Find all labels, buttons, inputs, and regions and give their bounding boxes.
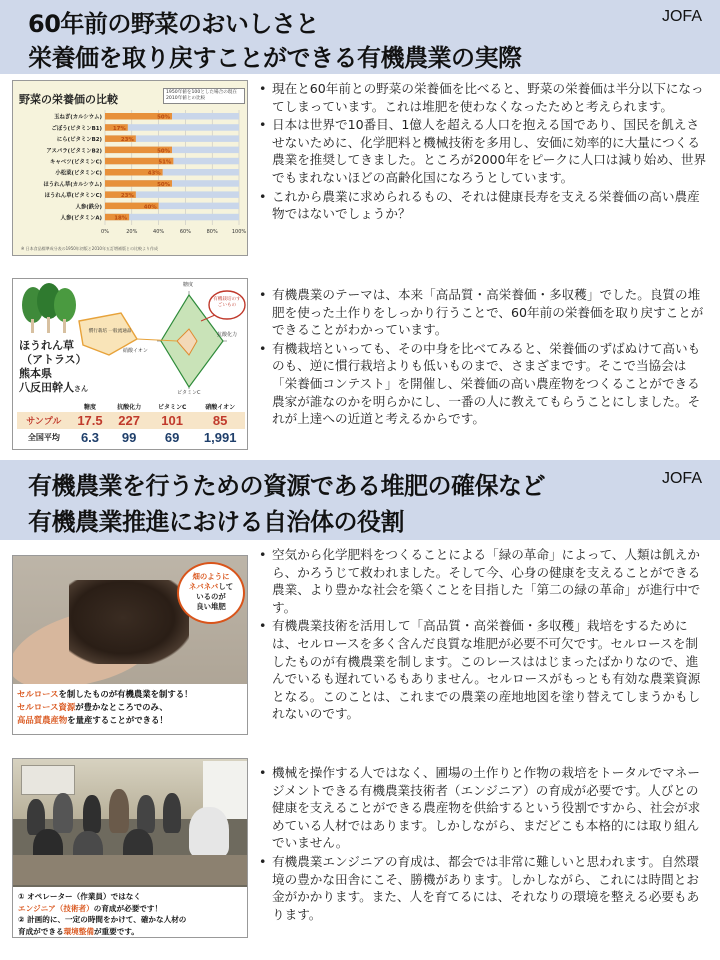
- bullet-item: • 機械を操作する人ではなく、圃場の土作りと作物の栽培をトータルでマネージメントできる有機農業技術者（エンジニア）の育成が必要です。人びとの健康を支えることができる農産物を供給するという役割ですから、社会が求めている人材ではあります。しかしながら、まだどこも本格的には取り組んでいません。: [258, 764, 710, 852]
- x-tick-label: 100%: [231, 229, 247, 235]
- radar-label: 抗酸化力: [217, 332, 238, 338]
- category-label: 人参(ビタミンA): [60, 215, 102, 222]
- section2-title-line2: 有機農業推進における自治体の役割: [28, 508, 404, 536]
- table-cell: 69: [149, 429, 195, 446]
- radar-label: ビタミンC: [177, 390, 201, 396]
- photo-caption: セルロースを制したものが有機農業を制する！ セルロース資源が豊かなところでのみ、 高品質農産物を量産することができる！: [13, 684, 248, 735]
- table-cell: 6.3: [71, 429, 110, 446]
- bullet-item: • 空気から化学肥料をつくることによる「緑の革命」によって、人類は飢えから、かろうじて救われました。そして今、心身の健康を支えることができる農業、より豊かな社会を築くことを目指した「第二の緑の革命」が進行中です。: [258, 546, 710, 616]
- value-label: 43%: [147, 170, 161, 177]
- x-tick-label: 20%: [126, 229, 138, 235]
- table-cell: 101: [149, 412, 195, 429]
- bullet-item: • 有機農業のテーマは、本来「高品質・高栄養価・多収穫」でした。良質の堆肥を使った土作りをしっかり行うことで、60年前の栄養価を取り戻すことができることがわかっています。: [258, 286, 710, 339]
- section1-org-label: JOFA: [661, 8, 702, 25]
- value-label: 17%: [112, 125, 126, 132]
- chart-plot: [13, 81, 249, 257]
- x-tick-label: 40%: [153, 229, 165, 235]
- compost-image: [69, 580, 189, 664]
- bullet-item: • 有機栽培といっても、その中身を比べてみると、栄養価のずばぬけて高いものも、逆に慣行栽培よりも低いものまで、さまざまです。そこで当協会は「栄養価コンテスト」を開催し、栄養価の高い農産物をつくることができる農家が誰なのかを明らかにし、一番の人に教えてもらうことにしました。それが上達への近道と考えるからです。: [258, 340, 710, 428]
- section2-header: [0, 460, 720, 540]
- x-tick-label: 80%: [206, 229, 218, 235]
- value-label: 50%: [157, 148, 170, 155]
- table-cell: 85: [195, 412, 245, 429]
- x-tick-label: 60%: [179, 229, 191, 235]
- table-header: ビタミンC: [157, 404, 187, 411]
- chart-title: 野菜の栄養価の比較: [19, 93, 118, 106]
- table-cell: 227: [109, 412, 149, 429]
- section2-title-line1: 有機農業を行うための資源である堆肥の確保など: [28, 472, 545, 500]
- table-row: [17, 412, 245, 429]
- spinach-image: [17, 283, 81, 335]
- veg-variety: （アトラス）: [21, 353, 87, 366]
- table-header: 硝酸イオン: [205, 404, 236, 411]
- section1-title-line2: 栄養価を取り戻すことができる有機農業の実際: [28, 44, 522, 72]
- x-tick-label: 0%: [101, 229, 109, 235]
- row-label: 全国平均: [17, 429, 71, 446]
- value-label: 23%: [120, 193, 134, 200]
- category-label: ほうれん草(ビタミンC): [44, 193, 102, 200]
- category-label: アスパラ(ビタミンB2): [46, 148, 102, 155]
- section1-title-line1: 60年前の野菜のおいしさと: [28, 10, 319, 38]
- table-header: [17, 401, 71, 412]
- bullet-item: • 日本は世界で10番目、1億人を超える人口を抱える国であり、国民を飢えさせないために、化学肥料と機械技術を多用し、安価に効率的に大量につくる農業を推奨してきました。ところが2000年をピークに人口は減り始め、世界でもまれないほどの高齢化国になろうとしています。: [258, 116, 710, 186]
- value-label: 51%: [158, 159, 172, 166]
- category-label: 玉ねぎ(カルシウム): [54, 114, 102, 121]
- speech-bubble-text: 畑のように ネバネバして いるのが 良い堆肥: [188, 572, 234, 611]
- radar-label: 硝酸イオン: [123, 348, 148, 354]
- table-cell: 1,991: [195, 429, 245, 446]
- speaker-figure: [189, 807, 229, 857]
- value-label: 18%: [114, 215, 128, 222]
- section1-header: [0, 0, 720, 74]
- compost-photo: [12, 555, 248, 735]
- section2-bullets-a: [258, 546, 710, 724]
- grower-name: 八反田幹人さん: [19, 381, 88, 394]
- callout-conventional: 慣行栽培 一般流通品: [88, 329, 132, 334]
- desk: [13, 855, 248, 885]
- category-label: 人参(鉄分): [75, 204, 102, 211]
- value-label: 40%: [143, 204, 157, 211]
- category-label: にら(ビタミンB2): [56, 137, 102, 144]
- callout-organic: 有機栽培のすごいもの: [213, 297, 241, 308]
- bullet-item: • これから農業に求められるもの、それは健康長寿を支える栄養価の高い農産物ではないでしょうか？: [258, 188, 710, 223]
- person-figure: [53, 793, 73, 833]
- person-figure: [137, 795, 155, 833]
- nutrition-comparison-chart: [12, 80, 248, 256]
- value-label: 23%: [120, 137, 134, 144]
- grower-prefecture: 熊本県: [19, 367, 52, 380]
- section2-bullets-b: [258, 764, 710, 924]
- table-cell: 17.5: [71, 412, 110, 429]
- category-label: 小松菜(ビタミンC): [55, 170, 102, 177]
- spinach-nutrition-figure: [12, 278, 248, 450]
- bullet-item: • 有機農業エンジニアの育成は、都会では非常に難しいと思われます。自然環境の豊かな田舎にこそ、勝機があります。しかしながら、これには時間とお金がかかります。また、人を育てるには、それなりの環境を整える必要もあります。: [258, 853, 710, 923]
- category-label: ほうれん草(カルシウム): [43, 181, 102, 188]
- section1-bullets-b: [258, 286, 710, 429]
- table-row: [17, 429, 245, 446]
- table-header: 抗酸化力: [117, 404, 142, 411]
- value-label: 50%: [157, 181, 170, 188]
- value-label: 50%: [157, 114, 170, 121]
- bullet-item: • 有機農業技術を活用して「高品質・高栄養価・多収穫」栽培をするためには、セルロースを多く含んだ良質な堆肥が必要不可欠です。セルロースを制したものが有機農業を制します。このレースははじまったばかりなので、進んでいるも遅れているもありません。セルロースがもっとも有効な農業資源となる。このことは、これまでの農業の産地地図を塗り替えてしまうかもしれないのです。: [258, 617, 710, 723]
- chart-note: 1950年値を100とした場合の現在2010年値との比較: [163, 88, 245, 104]
- row-label: サンプル: [17, 412, 71, 429]
- bullet-item: • 現在と60年前との野菜の栄養価を比べると、野菜の栄養価は半分以下になってしまっています。これは堆肥を使わなくなったためと考えられます。: [258, 80, 710, 115]
- table-header: 糖度: [83, 404, 96, 411]
- seminar-photo: [12, 758, 248, 938]
- person-figure: [83, 795, 101, 833]
- chart-source: ※ 日本食品標準成分表の1950年初版と2010年五訂増補版との比較より作成: [21, 246, 158, 251]
- person-figure: [109, 789, 129, 833]
- table-cell: 99: [109, 429, 149, 446]
- nutrition-table: [17, 401, 245, 446]
- section2-org-label: JOFA: [661, 470, 702, 487]
- category-label: キャベツ(ビタミンC): [49, 159, 102, 166]
- person-figure: [163, 793, 181, 833]
- category-label: ごぼう(ビタミンB1): [51, 125, 102, 132]
- section1-bullets-a: [258, 80, 710, 224]
- photo-caption: ① オペレーター（作業員）ではなく エンジニア（技術者）の育成が必要です！ ② 計画的に、一定の時間をかけて、確かな人材の 育成ができる環境整備が重要です。: [13, 887, 248, 938]
- whiteboard: [21, 765, 75, 795]
- radar-label: 糖度: [183, 282, 194, 288]
- veg-name: ほうれん草: [19, 339, 74, 352]
